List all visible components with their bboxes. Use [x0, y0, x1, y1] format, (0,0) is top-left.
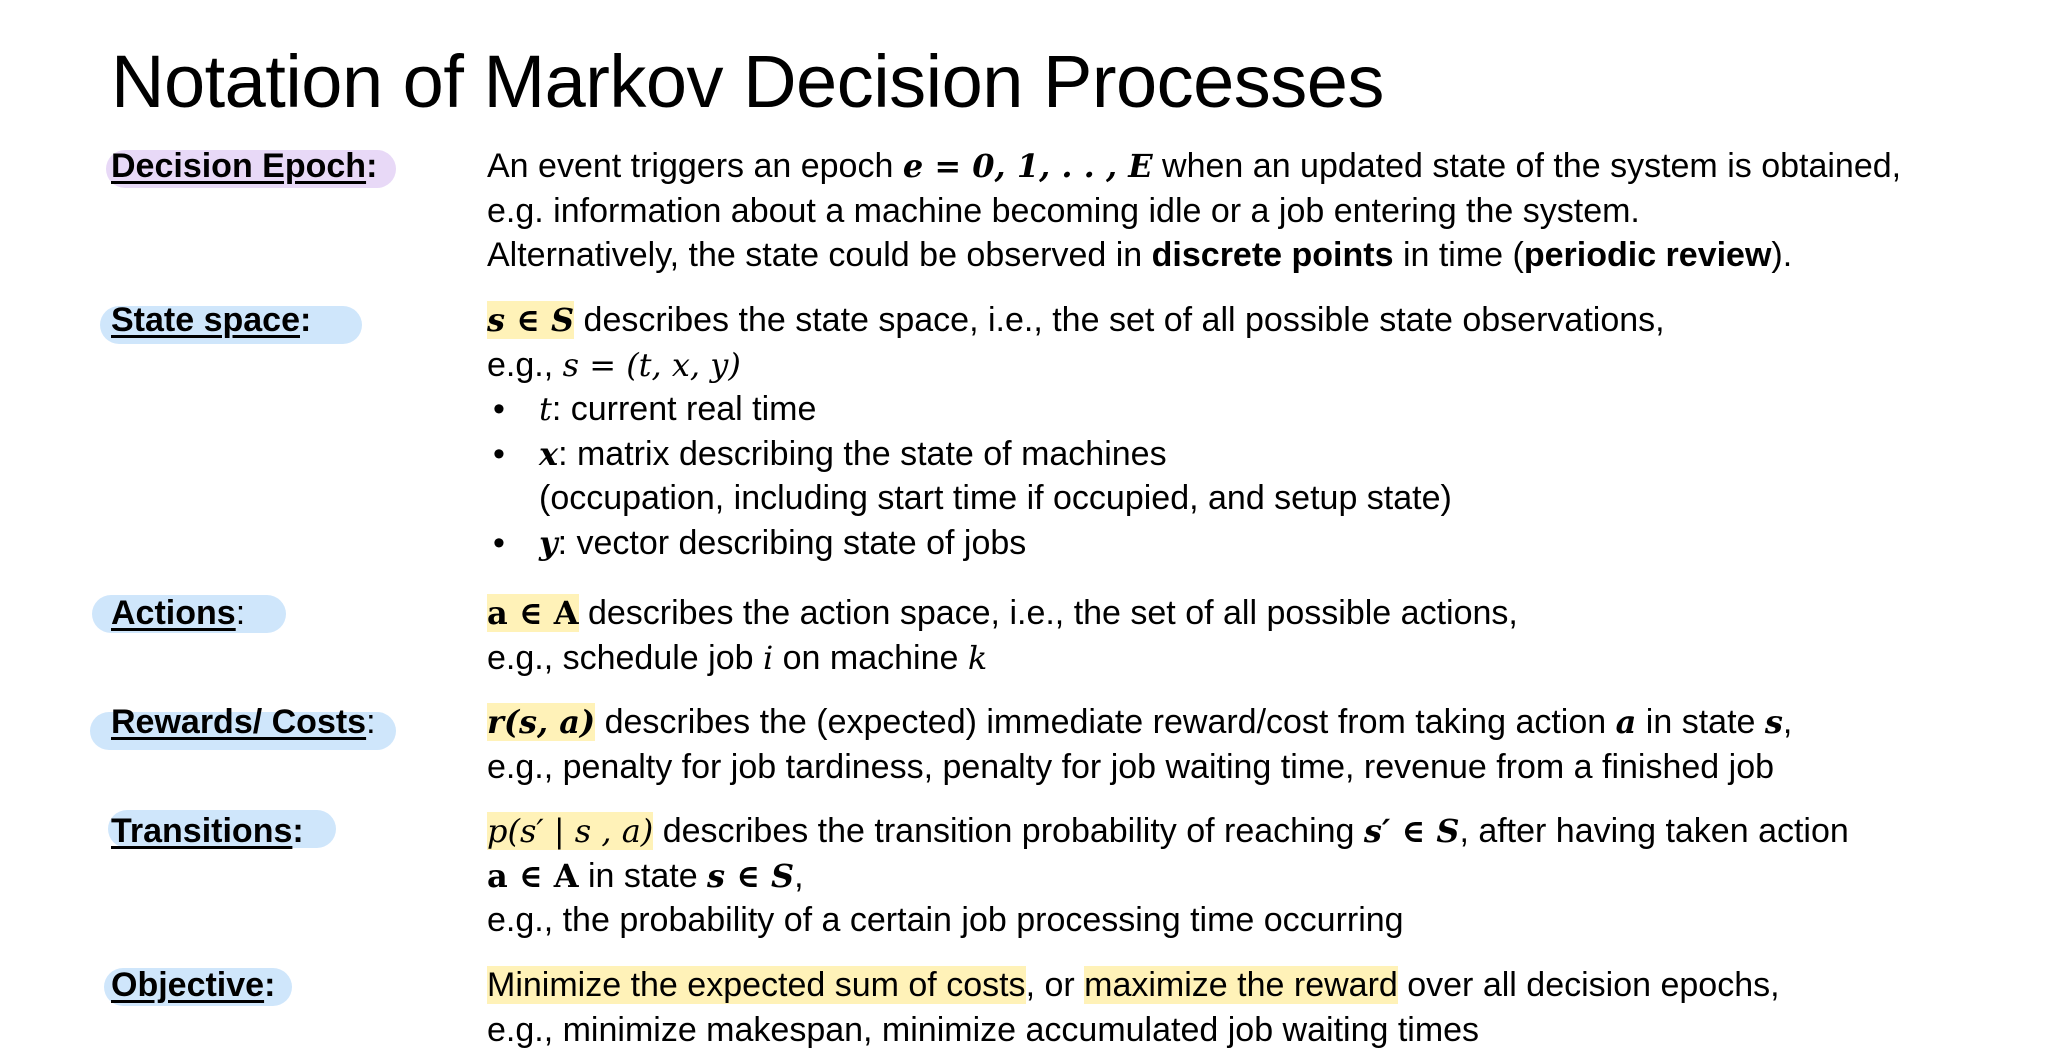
bullet-icon: •	[487, 521, 539, 566]
definition-line	[487, 343, 2027, 388]
definition-line: e.g. information about a machine becoming idle or a job entering the system.	[487, 189, 2027, 234]
term-rewards-costs-label: Rewards/ Costs	[111, 703, 366, 741]
definition-decision-epoch	[487, 144, 2027, 278]
definition-actions	[487, 591, 2027, 680]
term-state-space-label: State space	[111, 301, 300, 339]
text-span: when an updated state of the system is obtained,	[1153, 147, 1901, 185]
list-item	[487, 387, 2027, 432]
definition-line	[487, 636, 2027, 681]
text-span: describes the action space, i.e., the set of all possible actions,	[579, 594, 1518, 632]
term-decision-epoch	[111, 144, 377, 188]
list-item-continuation: (occupation, including start time if occupied, and setup state)	[487, 476, 2027, 521]
term-rewards-costs	[111, 700, 376, 744]
text-span: describes the transition probability of reaching	[653, 812, 1364, 850]
term-actions-label: Actions	[111, 594, 236, 632]
definition-transitions	[487, 809, 2027, 943]
bullet-icon: •	[487, 387, 539, 432]
text-span: e.g., schedule job	[487, 639, 763, 677]
text-span: on machine	[773, 639, 968, 677]
term-transitions	[111, 809, 304, 853]
text-span: ,	[1783, 703, 1792, 741]
text-span: describes the (expected) immediate reward/cost from taking action	[595, 703, 1615, 741]
math-variable: x	[539, 435, 558, 473]
math-variable: t	[539, 390, 552, 428]
math-expression: s ∈ S	[487, 301, 574, 339]
term-colon: :	[366, 703, 375, 741]
term-colon: :	[236, 594, 245, 632]
math-variable: s	[1765, 703, 1783, 741]
highlighted-text: Minimize the expected sum of costs	[487, 966, 1026, 1004]
math-expression: s′ ∈ S	[1364, 812, 1460, 850]
definition-line: e.g., minimize makespan, minimize accumulated job waiting times	[487, 1008, 2027, 1052]
bold-text: discrete points	[1152, 236, 1394, 274]
definition-line	[487, 144, 2027, 189]
definition-line: e.g., penalty for job tardiness, penalty for job waiting time, revenue from a finished job	[487, 745, 2027, 790]
bullet-icon: •	[487, 432, 539, 477]
text-span: in time (	[1394, 236, 1524, 274]
term-actions	[111, 591, 245, 635]
math-variable: i	[763, 639, 773, 677]
definition-line	[487, 854, 2027, 899]
term-decision-epoch-label: Decision Epoch	[111, 147, 366, 185]
term-colon: :	[292, 812, 303, 850]
math-expression: p(s′ | s , a)	[487, 812, 653, 850]
math-variable: a	[1616, 703, 1637, 741]
term-objective-label: Objective	[111, 966, 264, 1004]
text-span: , after having taken action	[1459, 812, 1848, 850]
text-span: Alternatively, the state could be observed in	[487, 236, 1152, 274]
definition-state-space	[487, 298, 2027, 565]
term-colon: :	[300, 301, 311, 339]
text-span: in state	[1636, 703, 1765, 741]
text-span: ).	[1771, 236, 1792, 274]
text-span: : current real time	[552, 390, 817, 428]
text-span: describes the state space, i.e., the set of all possible state observations,	[574, 301, 1665, 339]
math-expression: s = (t, x, y)	[563, 346, 741, 384]
term-objective	[111, 963, 275, 1007]
definition-line	[487, 591, 2027, 636]
bold-text: periodic review	[1524, 236, 1772, 274]
math-expression: a ∈ A	[487, 857, 579, 895]
math-expression: r(s, a)	[487, 703, 595, 741]
definition-rewards-costs	[487, 700, 2027, 789]
text-span: in state	[579, 857, 708, 895]
math-expression: e = 0, 1, . . , E	[903, 147, 1153, 185]
math-expression: a ∈ A	[487, 594, 579, 632]
math-expression: s ∈ S	[707, 857, 794, 895]
text-span: ,	[794, 857, 803, 895]
text-span: An event triggers an epoch	[487, 147, 903, 185]
text-span: : matrix describing the state of machines	[558, 435, 1167, 473]
list-item	[487, 521, 2027, 566]
text-span: : vector describing state of jobs	[558, 524, 1027, 562]
term-state-space	[111, 298, 311, 342]
list-item	[487, 432, 2027, 477]
text-span: e.g.,	[487, 346, 563, 384]
text-span: , or	[1026, 966, 1085, 1004]
term-transitions-label: Transitions	[111, 812, 292, 850]
definition-line	[487, 809, 2027, 854]
term-colon: :	[366, 147, 377, 185]
definition-line	[487, 700, 2027, 745]
page-title: Notation of Markov Decision Processes	[111, 38, 1384, 126]
math-variable: y	[539, 524, 558, 562]
highlighted-text: maximize the reward	[1084, 966, 1398, 1004]
definition-line	[487, 233, 2027, 278]
term-colon: :	[264, 966, 275, 1004]
definition-objective	[487, 963, 2027, 1052]
definition-line	[487, 963, 2027, 1008]
definition-line	[487, 298, 2027, 343]
definition-line: e.g., the probability of a certain job processing time occurring	[487, 898, 2027, 943]
text-span: over all decision epochs,	[1398, 966, 1780, 1004]
math-variable: k	[968, 639, 987, 677]
